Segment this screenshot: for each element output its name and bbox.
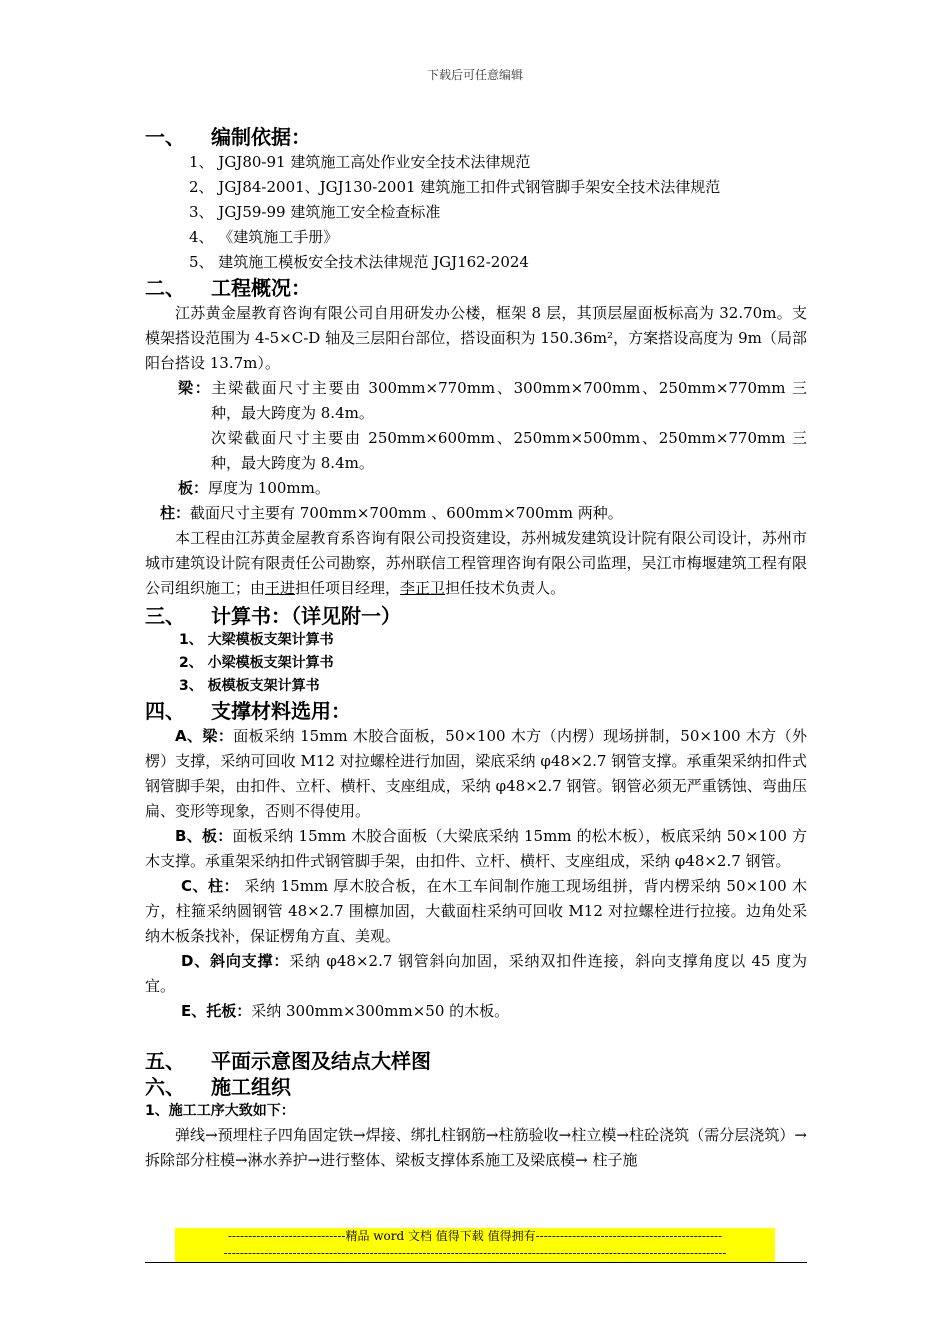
- section-1-heading: [145, 124, 807, 150]
- org-text: 担任技术负责人。: [445, 579, 566, 597]
- material-d-label: D、斜向支撑：: [181, 952, 290, 970]
- section-2-heading: [145, 275, 807, 301]
- column-paragraph: [145, 501, 807, 526]
- section-4-heading: [145, 698, 807, 724]
- section-number: 五、: [145, 1049, 185, 1073]
- list-item: 2、 JGJ84-2001、JGJ130-2001 建筑施工扣件式钢管脚手架安全技术法律规范: [189, 178, 721, 196]
- basis-list: [145, 150, 807, 275]
- section-title: 工程概况：: [211, 276, 311, 300]
- list-item: 1、 大梁模板支架计算书: [179, 632, 334, 648]
- list-item: 5、 建筑施工模板安全技术法律规范 JGJ162-2024: [189, 253, 529, 271]
- project-intro: 江苏黄金屋教育咨询有限公司自用研发办公楼，框架 8 层，其顶层屋面板标高为 32.70m。支模架搭设范围为 4-5×C-D 轴及三层阳台部位，搭设面积为 150.36m²，方案搭设高度为 9m（局部阳台搭设 13.7m）。: [145, 304, 807, 372]
- material-b-text: 面板采纳 15mm 木胶合面板（大梁底采纳 15mm 的松木板），板底采纳 50×100 方木支撑。承重架采纳扣件式钢管脚手架，由扣件、立杆、横杆、支座组成，采纳 φ48×2.7 钢管。: [145, 827, 808, 870]
- section-title: 施工组织: [211, 1075, 291, 1099]
- section-number: 一、: [145, 125, 185, 149]
- section-6-heading: [145, 1074, 807, 1100]
- technical-lead-name: 李正卫: [400, 579, 446, 597]
- section-title: 支撑材料选用：: [211, 699, 351, 723]
- section-title: 平面示意图及结点大样图: [211, 1049, 431, 1073]
- footer-banner-line: ----------------------------------------------------------------------------------------------------------------------------: [223, 1246, 727, 1260]
- footer-banner-line: -----------------------------精品 word 文档 值得下载 值得拥有----------------------------------------------: [227, 1229, 723, 1243]
- material-e-label: E、托板：: [181, 1002, 252, 1020]
- calc-list: [145, 629, 807, 698]
- project-manager-name: 王进: [265, 579, 296, 597]
- section-title: 编制依据：: [211, 125, 311, 149]
- material-e-text: 采纳 300mm×300mm×50 的木板。: [251, 1002, 510, 1020]
- section-number: 六、: [145, 1075, 185, 1099]
- material-c-label: C、柱：: [181, 877, 240, 895]
- beam-main-text: 主梁截面尺寸主要由 300mm×770mm、300mm×700mm、250mm×770mm 三种，最大跨度为 8.4m。: [211, 379, 807, 422]
- list-item: 1、 JGJ80-91 建筑施工高处作业安全技术法律规范: [189, 153, 531, 171]
- section-title: 计算书：（详见附一）: [211, 604, 401, 628]
- material-b-label: B、板：: [175, 827, 233, 845]
- beam-label: 梁：: [178, 379, 212, 397]
- footer-banner: [175, 1228, 775, 1262]
- construction-sequence-paragraph: 弹线→预埋柱子四角固定铁→焊接、绑扎柱钢筋→柱筋验收→柱立模→柱砼浇筑（需分层浇筑）→拆除部分柱模→淋水养护→进行整体、梁板支撑体系施工及梁底模→ 柱子施: [145, 1126, 807, 1169]
- material-a-text: 面板采纳 15mm 木胶合面板，50×100 木方（内楞）现场拼制，50×100 木方（外楞）支撑，采纳可回收 M12 对拉螺栓进行加固，梁底采纳 φ48×2.7 钢管支撑。承重架采纳扣件式钢管脚手架，由扣件、立杆、横杆、支座组成，采纳 φ48×2.7 钢管。钢管必须无严重锈蚀、弯曲压扁、变形等现象，否则不得使用。: [145, 727, 807, 820]
- material-d-paragraph: [145, 949, 807, 999]
- section-3-heading: [145, 603, 807, 629]
- material-a-paragraph: [145, 724, 807, 824]
- section-number: 四、: [145, 699, 185, 723]
- column-label: 柱：: [160, 504, 191, 522]
- material-e-paragraph: [145, 999, 807, 1024]
- column-text: 截面尺寸主要有 700mm×700mm 、600mm×700mm 两种。: [190, 504, 623, 522]
- list-item: 2、 小梁模板支架计算书: [179, 655, 334, 671]
- section-number: 三、: [145, 604, 185, 628]
- material-a-label: A、梁：: [175, 727, 234, 745]
- slab-text: 厚度为 100mm。: [208, 479, 330, 497]
- material-b-paragraph: [145, 824, 807, 874]
- page-header: 下载后可任意编辑: [426, 68, 523, 82]
- subsection-heading: 1、施工工序大致如下：: [145, 1103, 295, 1119]
- footer-divider: [145, 1262, 807, 1263]
- material-c-text: 采纳 15mm 厚木胶合板，在木工车间制作施工现场组拼，背内楞采纳 50×100 木方，柱箍采纳圆钢管 48×2.7 围檩加固，大截面柱采纳可回收 M12 对拉螺栓进行拉接。边角处采纳木板条找补，保证楞角方直、美观。: [145, 877, 807, 945]
- list-item: 3、 板模板支架计算书: [179, 678, 320, 694]
- slab-paragraph: [145, 476, 807, 501]
- section-number: 二、: [145, 276, 185, 300]
- beam-main-paragraph: [145, 376, 807, 426]
- section-5-heading: [145, 1048, 807, 1074]
- material-c-paragraph: [145, 874, 807, 949]
- organization-paragraph: [145, 526, 807, 601]
- list-item: 3、 JGJ59-99 建筑施工安全检查标准: [189, 203, 441, 221]
- org-text: 担任项目经理，: [295, 579, 401, 597]
- slab-label: 板：: [178, 479, 209, 497]
- org-text: 本工程由江苏黄金屋教育系咨询有限公司投资建设，苏州城发建筑设计院有限公司设计，苏州市城市建筑设计院有限责任公司勘察，苏州联信工程管理咨询有限公司监理，吴江市梅堰建筑工程有限公司组织施工；由: [145, 529, 807, 597]
- beam-secondary-paragraph: 次梁截面尺寸主要由 250mm×600mm、250mm×500mm、250mm×770mm 三种，最大跨度为 8.4m。: [211, 429, 807, 472]
- material-d-text: 采纳 φ48×2.7 钢管斜向加固，采纳双扣件连接，斜向支撑角度以 45 度为宜。: [145, 952, 807, 995]
- list-item: 4、 《建筑施工手册》: [189, 228, 339, 246]
- document-body: [145, 124, 807, 1173]
